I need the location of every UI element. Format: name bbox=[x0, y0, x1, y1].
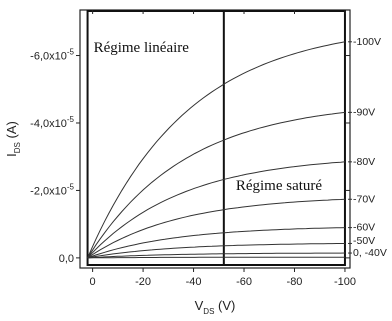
x-axis-label: $V_{DS}$ (V) bbox=[194, 298, 236, 316]
y-tick-label: $-6,0x10^{-5}$ bbox=[30, 47, 74, 63]
series-label-3: -80V bbox=[353, 155, 376, 168]
y-axis-label: $I_{DS}$ (A) bbox=[4, 121, 22, 157]
y-tick-label: $-2,0x10^{-5}$ bbox=[30, 182, 74, 198]
series-label-6: -50V bbox=[353, 235, 376, 248]
series-label-5: -60V bbox=[353, 221, 376, 234]
series-line-1 bbox=[88, 42, 345, 258]
x-tick-label: -40 bbox=[185, 276, 202, 288]
y-tick-label: 0,0 bbox=[58, 252, 74, 265]
x-tick-label: -80 bbox=[286, 276, 303, 288]
series-label-2: -90V bbox=[353, 106, 376, 119]
region-label-linear: Régime linéaire bbox=[93, 40, 189, 56]
x-tick-label: -20 bbox=[135, 276, 152, 288]
series-label-1: -100V bbox=[353, 35, 382, 48]
x-tick-label: -100 bbox=[333, 276, 356, 288]
x-tick-label: -60 bbox=[236, 276, 252, 288]
series-label-7: 0, -40V bbox=[353, 247, 387, 260]
series-line-8 bbox=[88, 257, 345, 258]
y-tick-label: $-4,0x10^{-5}$ bbox=[30, 114, 74, 130]
region-label-saturation: Régime saturé bbox=[235, 178, 323, 194]
x-tick-label: 0 bbox=[89, 276, 96, 288]
series-label-4: -70V bbox=[353, 193, 376, 206]
